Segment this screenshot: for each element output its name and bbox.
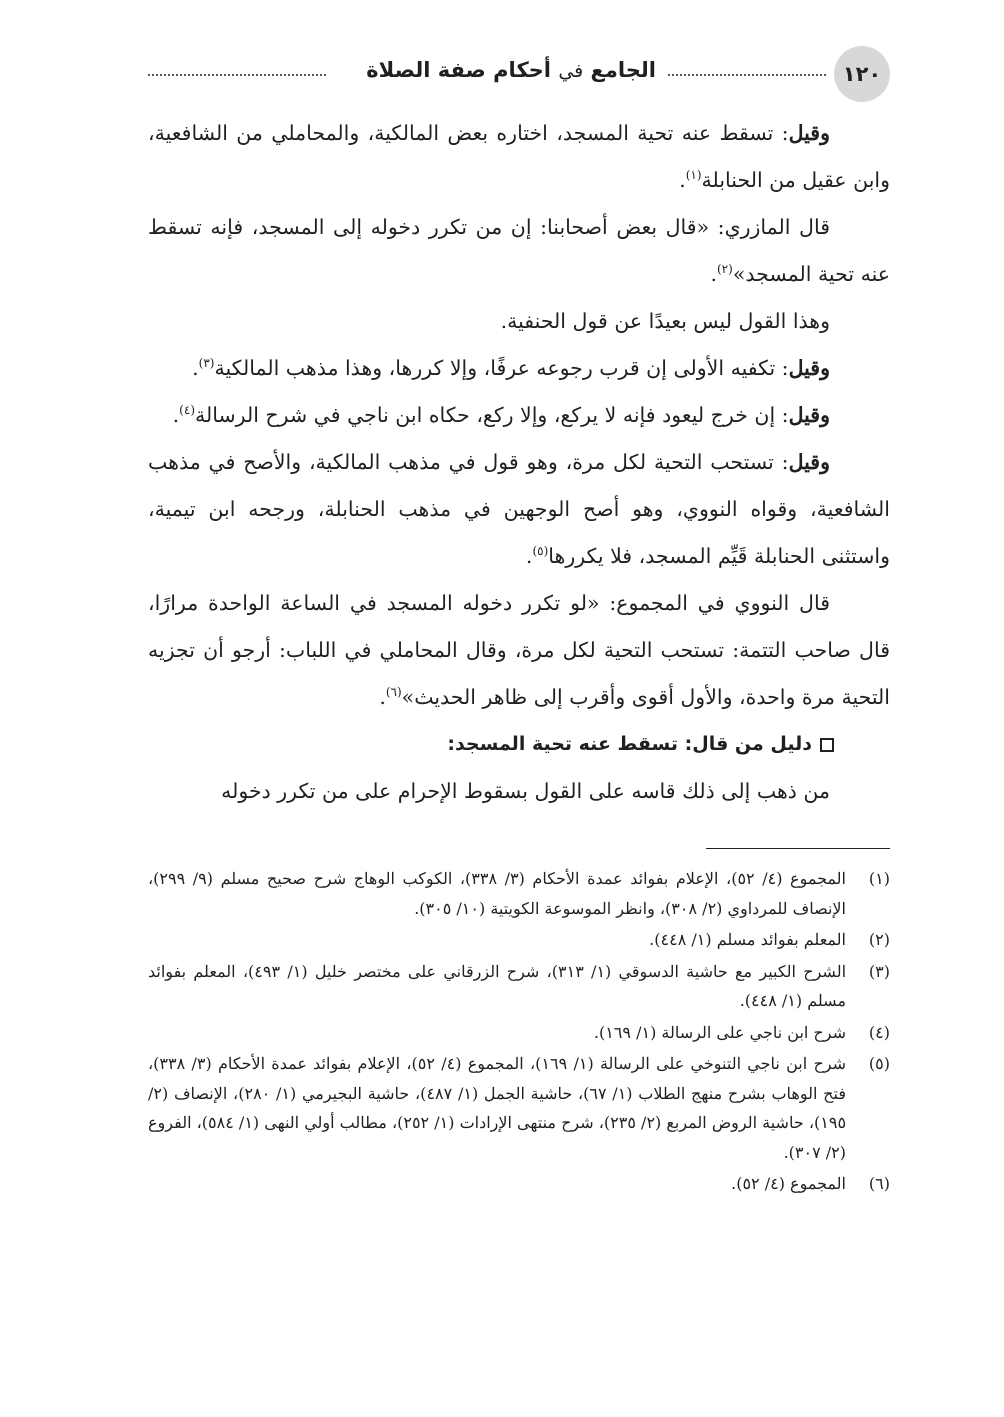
- book-title: [366, 58, 656, 82]
- paragraph-lead: وقيل: [788, 356, 830, 380]
- paragraph-end: .: [172, 403, 180, 427]
- footnote-ref-2: (٢): [716, 262, 733, 277]
- paragraph-6: [148, 439, 890, 580]
- footnotes: [148, 864, 890, 1201]
- paragraph-8: [148, 768, 890, 815]
- main-text: [148, 110, 890, 815]
- book-title-part1: الجامع: [590, 58, 656, 82]
- footnote-number: (١): [868, 869, 890, 888]
- paragraph-end: .: [379, 685, 386, 709]
- footnote-separator: [706, 848, 890, 849]
- paragraph-text: : تستحب التحية لكل مرة، وهو قول في مذهب المالكية، والأصح في مذهب الشافعية، وقواه النووي، وهو أصح الوجهين في مذهب الحنابلة، ورجحه ابن تيمية، واستثنى الحنابلة قَيِّم المسجد، فلا يكررها: [148, 450, 890, 568]
- section-heading-text: دليل من قال: تسقط عنه تحية المسجد:: [447, 733, 812, 755]
- paragraph-text: : تسقط عنه تحية المسجد، اختاره بعض المالكية، والمحاملي من الشافعية، وابن عقيل من الحنابلة: [148, 121, 890, 192]
- paragraph-lead: وقيل: [788, 403, 830, 427]
- footnote: [148, 864, 890, 923]
- footnote: [148, 957, 890, 1016]
- paragraph-text: : تكفيه الأولى إن قرب رجوعه عرفًا، وإلا كررها، وهذا مذهب المالكية: [214, 356, 789, 380]
- footnote-text: الشرح الكبير مع حاشية الدسوقي (١/ ٣١٣)، شرح الزرقاني على مختصر خليل (١/ ٤٩٣)، المعلم بفوائد مسلم (١/ ٤٤٨).: [148, 961, 847, 1010]
- footnote-ref-5: (٥): [532, 544, 549, 559]
- footnote-number: (٥): [868, 1054, 890, 1073]
- header-dotted-leader-left: [148, 74, 326, 76]
- footnote-number: (٦): [868, 1174, 890, 1193]
- paragraph-2: [148, 204, 890, 298]
- section-heading: [148, 721, 890, 768]
- paragraph-5: [148, 392, 890, 439]
- paragraph-1: [148, 110, 890, 204]
- paragraph-text: قال النووي في المجموع: «لو تكرر دخوله المسجد في الساعة الواحدة مرارًا، قال صاحب التتمة: تستحب التحية لكل مرة، وقال المحاملي في اللباب: أرجو أن تجزيه التحية مرة واحدة، والأول أقوى وأقرب إلى ظاهر الحديث»: [148, 591, 890, 709]
- paragraph-text: من ذهب إلى ذلك قاسه على القول بسقوط الإحرام على من تكرر دخوله: [221, 779, 830, 803]
- footnote-number: (٣): [868, 961, 890, 981]
- paragraph-end: .: [525, 544, 533, 568]
- paragraph-lead: وقيل: [788, 121, 830, 145]
- page-number-text: ١٢٠: [842, 62, 882, 86]
- footnote-ref-3: (٣): [198, 356, 215, 371]
- paragraph-text: : إن خرج ليعود فإنه لا يركع، وإلا ركع، حكاه ابن ناجي في شرح الرسالة: [195, 403, 789, 427]
- footnote-text: شرح ابن ناجي على الرسالة (١/ ١٦٩).: [593, 1022, 846, 1042]
- page-number: [834, 46, 890, 102]
- footnote-ref-6: (٦): [385, 685, 402, 700]
- paragraph-text: قال المازري: «قال بعض أصحابنا: إن من تكرر دخوله إلى المسجد، فإنه تسقط عنه تحية المسجد»: [148, 215, 890, 286]
- footnote-ref-1: (١): [685, 168, 702, 183]
- checkbox-square-icon: [820, 738, 834, 752]
- paragraph-text: وهذا القول ليس بعيدًا عن قول الحنفية.: [500, 309, 830, 333]
- footnote-text: المجموع (٤/ ٥٢).: [731, 1174, 846, 1193]
- footnote: [148, 925, 890, 955]
- paragraph-end: .: [710, 262, 717, 286]
- footnote: [148, 1049, 890, 1167]
- footnote: [148, 1169, 890, 1199]
- paragraph-end: .: [679, 168, 686, 192]
- paragraph-7: [148, 580, 890, 721]
- paragraph-end: .: [192, 356, 199, 380]
- paragraph-3: [148, 298, 890, 345]
- running-header: [148, 40, 890, 102]
- footnote: [148, 1018, 890, 1048]
- footnote-number: (٢): [868, 930, 890, 949]
- footnote-ref-4: (٤): [179, 403, 195, 418]
- footnote-text: المعلم بفوائد مسلم (١/ ٤٤٨).: [649, 930, 846, 949]
- book-title-part3: أحكام صفة الصلاة: [366, 58, 551, 82]
- paragraph-4: [148, 345, 890, 392]
- header-dotted-leader-right: [668, 74, 826, 76]
- footnote-number: (٤): [868, 1022, 890, 1042]
- paragraph-lead: وقيل: [788, 450, 830, 474]
- footnote-text: المجموع (٤/ ٥٢)، الإعلام بفوائد عمدة الأحكام (٣/ ٣٣٨)، الكوكب الوهاج شرح صحيح مسلم (٩/ ٢٩٩)، الإنصاف للمرداوي (٢/ ٣٠٨)، وانظر الموسوعة الكويتية (١٠/ ٣٠٥).: [148, 869, 846, 918]
- book-title-part2: في: [558, 60, 584, 82]
- footnote-text: شرح ابن ناجي التنوخي على الرسالة (١/ ١٦٩)، المجموع (٤/ ٥٢)، الإعلام بفوائد عمدة الأحكام (٣/ ٣٣٨)، فتح الوهاب بشرح منهج الطلاب (١/ ٦٧)، حاشية الجمل (١/ ٤٨٧)، حاشية البجيرمي (١/ ٢٨٠)، الإنصاف (٢/ ١٩٥)، حاشية الروض المربع (٢/ ٢٣٥)، شرح منتهى الإرادات (١/ ٢٥٢)، مطالب أولي النهى (١/ ٥٨٤)، الفروع (٢/ ٣٠٧).: [148, 1054, 847, 1162]
